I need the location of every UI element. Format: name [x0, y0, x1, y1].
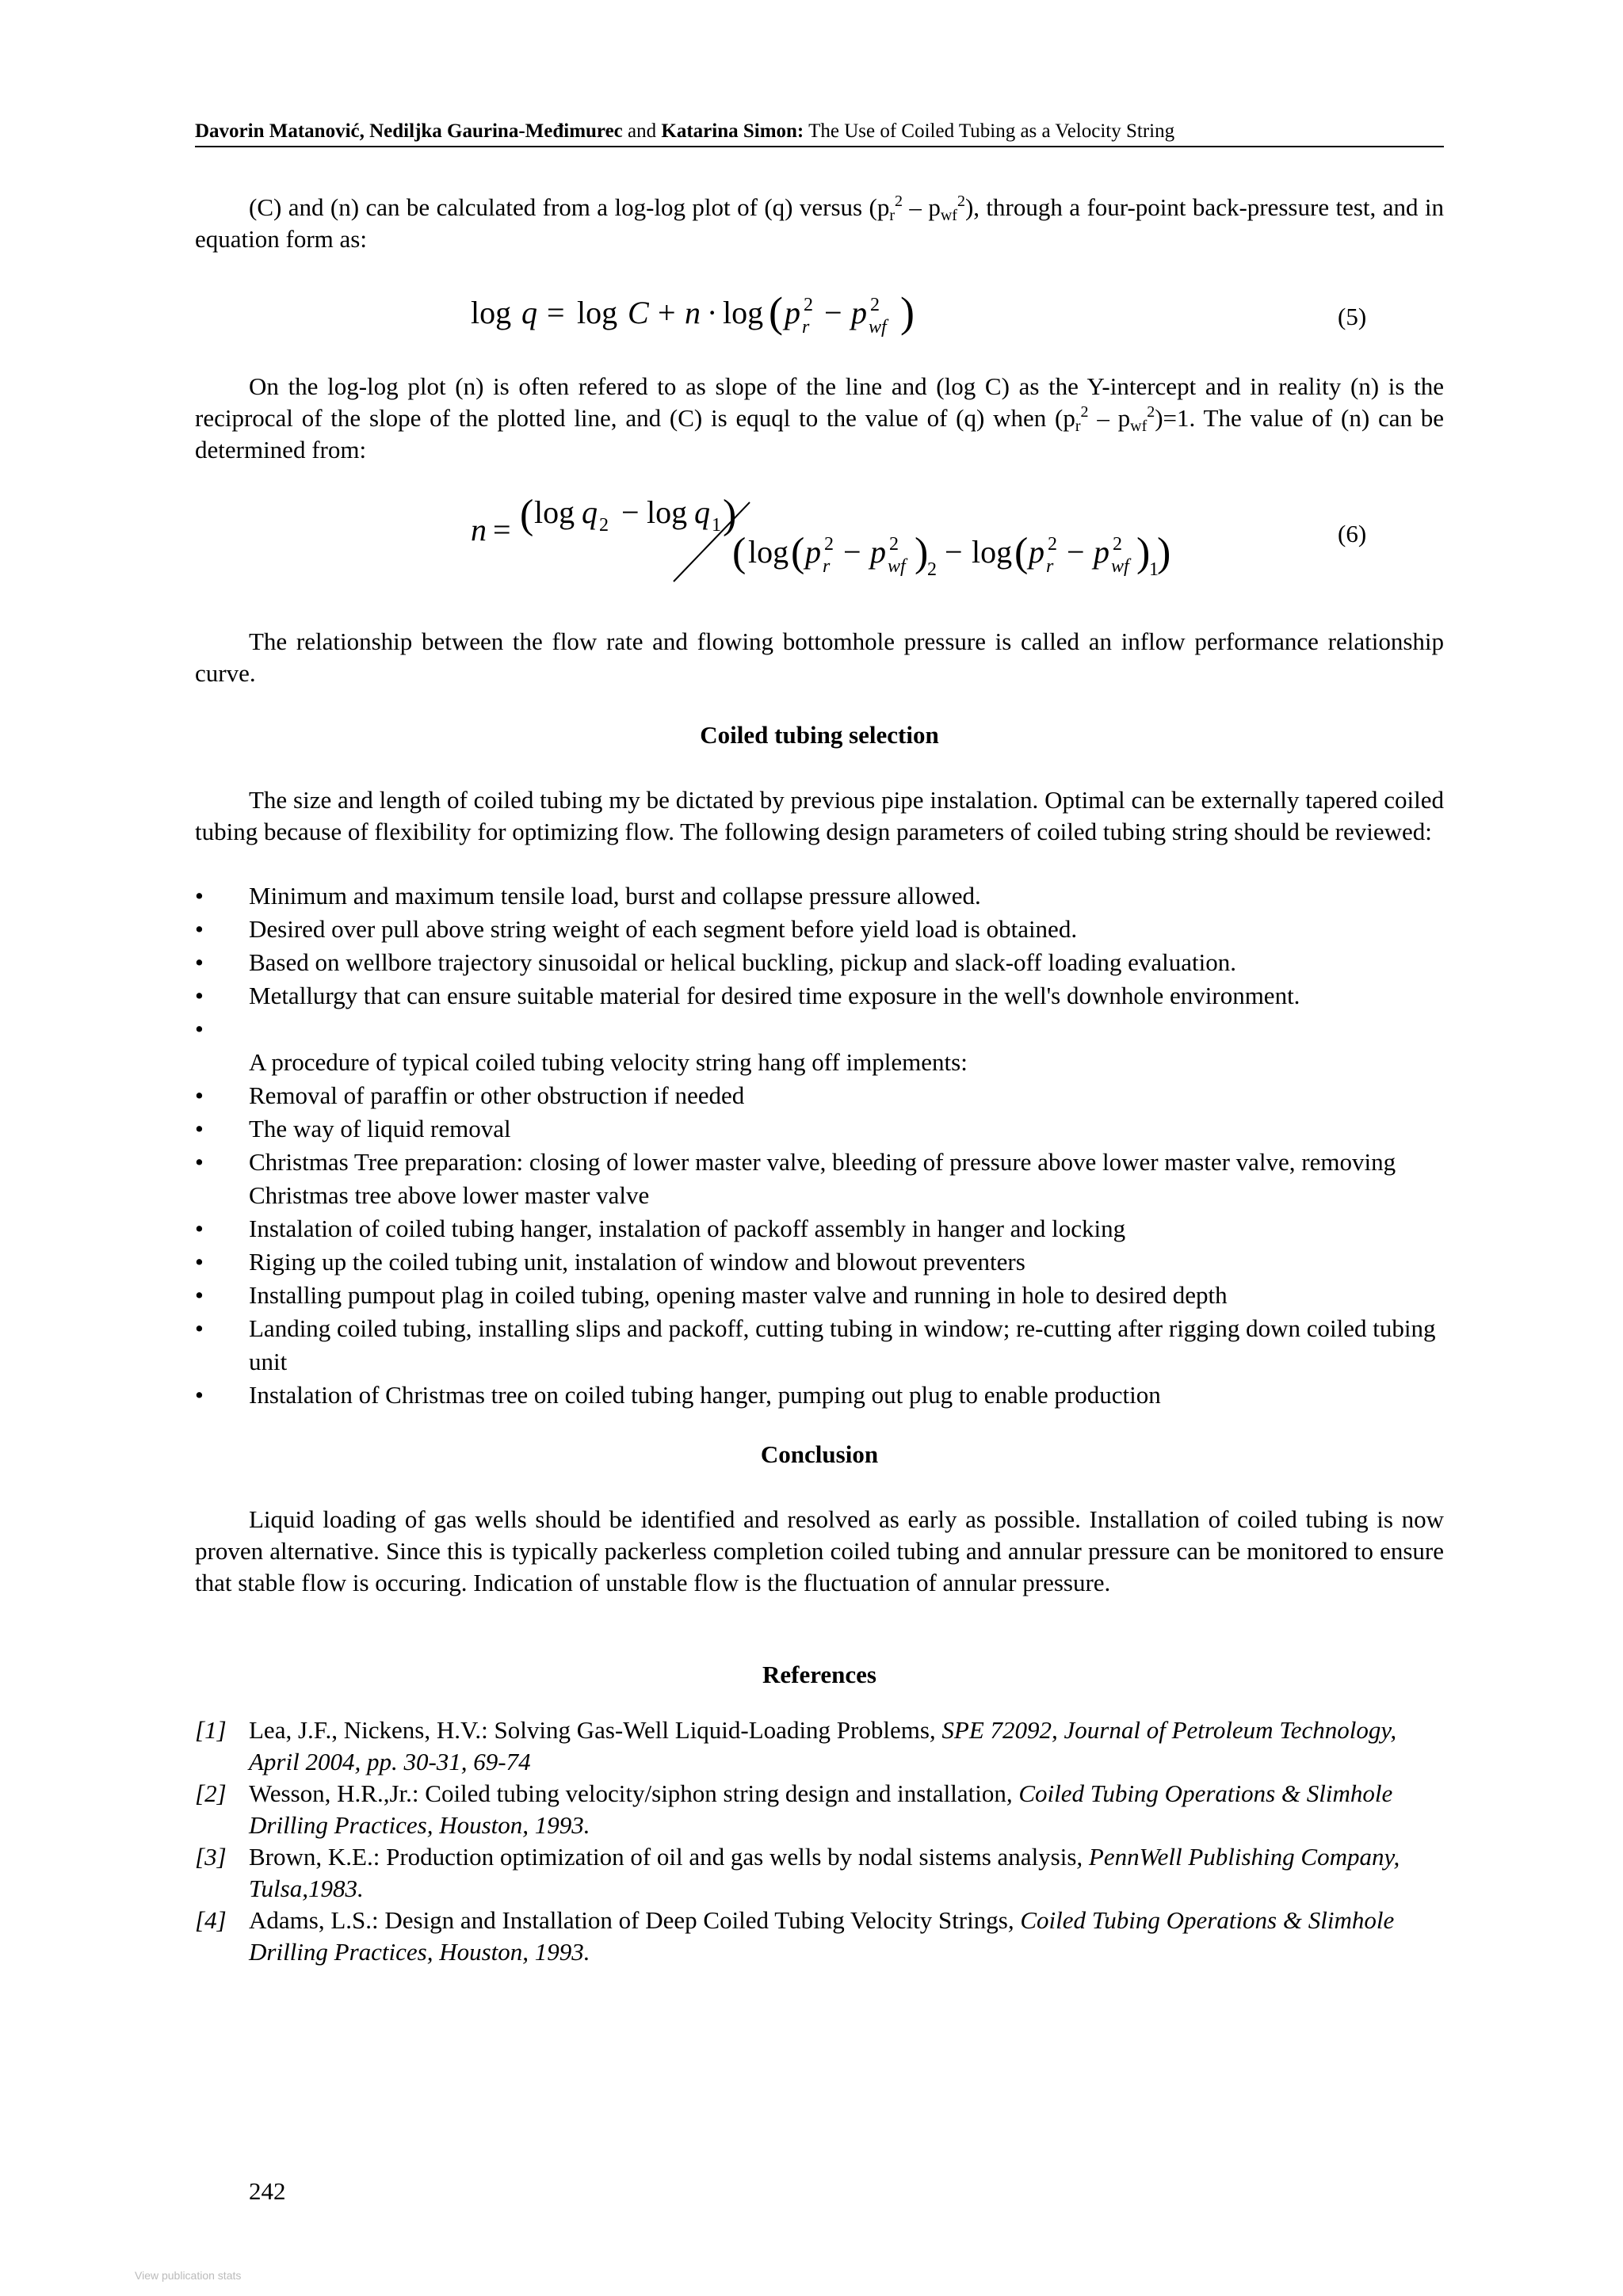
svg-text:2: 2 [927, 559, 937, 580]
svg-text:−: − [824, 295, 842, 330]
svg-text:wf: wf [1111, 556, 1129, 577]
list-item: • Removal of paraffin or other obstruction if needed [195, 1081, 745, 1109]
equation-6-number: (6) [1338, 520, 1367, 547]
list-item: • Riging up the coiled tubing unit, instalation of window and blowout preventers [195, 1248, 1025, 1276]
svg-text:log: log [723, 295, 764, 330]
svg-text:−: − [1067, 534, 1085, 570]
svg-text:p: p [785, 295, 800, 330]
header-and: and [628, 120, 657, 142]
svg-text:): ) [915, 530, 929, 575]
section-heading-references: References [762, 1661, 876, 1688]
list-item: • Instalation of coiled tubing hanger, instalation of packoff assembly in hanger and locking [195, 1215, 1126, 1242]
svg-text:1: 1 [712, 515, 721, 536]
section-heading-coiled-tubing-selection: Coiled tubing selection [700, 721, 939, 749]
svg-text:log: log [748, 534, 789, 570]
list-item: • Instalation of Christmas tree on coiled tubing hanger, pumping out plug to enable production [195, 1381, 1161, 1409]
svg-text:log: log [972, 534, 1013, 570]
reference-list [195, 1714, 1444, 1968]
list-item: • Minimum and maximum tensile load, burst and collapse pressure allowed. [195, 882, 981, 910]
svg-text:1: 1 [1149, 559, 1159, 580]
paragraph-conclusion: Liquid loading of gas wells should be identified and resolved as early as possible. Installation of coiled tubing is now proven alternative. Since this is typically packerless completion coiled tubing and annular pressure can be monitored to ensure that stable flow is occuring. Indication of unstable flow is the fluctuation of annular pressure. [195, 1505, 1444, 1596]
list-item: • Based on wellbore trajectory sinusoidal or helical buckling, pickup and slack-off loading evaluation. [195, 948, 1236, 976]
svg-text:p: p [1094, 534, 1109, 570]
svg-text:(: ( [1014, 530, 1029, 575]
reference-item: [4] Adams, L.S.: Design and Installation of Deep Coiled Tubing Velocity Strings, Coiled Tubing Operations & Slimhole Drilling Practices, Houston, 1993. [195, 1906, 1395, 1966]
svg-text:q: q [582, 494, 598, 530]
svg-text:2: 2 [1113, 534, 1122, 555]
svg-text:r: r [823, 556, 831, 577]
paragraph-intro: (C) and (n) can be calculated from a log-log plot of (q) versus $(p_r^2 - p_{wf}^2)$, through a four-point back-pressure test, and in equation form as: [195, 193, 1444, 253]
svg-text:(: ( [769, 288, 783, 336]
svg-text:−: − [945, 534, 963, 570]
reference-item: [3] Brown, K.E.: Production optimization of oil and gas wells by nodal sistems analysis, PennWell Publishing Company, Tulsa,1983. [195, 1843, 1400, 1902]
svg-text:−: − [843, 534, 861, 570]
svg-text:p: p [805, 534, 821, 570]
section-heading-conclusion: Conclusion [760, 1440, 879, 1468]
svg-text:(: ( [520, 492, 534, 537]
list-item: • Desired over pull above string weight of each segment before yield load is obtained. [195, 915, 1078, 943]
running-header [195, 120, 1444, 147]
svg-text:n: n [471, 512, 487, 547]
svg-text:): ) [1157, 530, 1171, 575]
svg-text:−: − [621, 494, 640, 530]
svg-text:wf: wf [888, 556, 906, 577]
svg-text:): ) [1136, 530, 1151, 575]
svg-text:log: log [577, 295, 618, 330]
header-title: The Use of Coiled Tubing as a Velocity String [808, 120, 1175, 142]
svg-text:·: · [707, 295, 718, 330]
procedure-intro: A procedure of typical coiled tubing velocity string hang off implements: [249, 1048, 968, 1076]
paragraph-ipr: The relationship between the flow rate and flowing bottomhole pressure is called an inflow performance relationship curve. [195, 627, 1444, 687]
svg-text:+: + [658, 295, 676, 330]
list-item: • The way of liquid removal [195, 1115, 511, 1142]
svg-text:2: 2 [804, 295, 813, 315]
equation-6 [471, 492, 1171, 596]
svg-text:log: log [471, 295, 512, 330]
equation-6-svg [471, 492, 1171, 588]
list-item: • Christmas Tree preparation: closing of lower master valve, bleeding of pressure above lower master valve, removing Christmas tree above lower master valve [195, 1148, 1396, 1209]
reference-item: [2] Wesson, H.R.,Jr.: Coiled tubing velocity/siphon string design and installation, Coiled Tubing Operations & Slimhole Drilling Practices, Houston, 1993. [195, 1779, 1393, 1839]
svg-text:wf: wf [869, 317, 887, 338]
svg-text:q: q [694, 494, 710, 530]
svg-text:2: 2 [599, 515, 609, 536]
svg-text:): ) [723, 492, 737, 537]
view-publication-stats-link[interactable]: View publication stats [135, 2269, 242, 2282]
svg-text:=: = [493, 512, 511, 547]
svg-text:log: log [534, 494, 575, 530]
svg-text:(: ( [732, 530, 747, 575]
svg-text:2: 2 [870, 295, 880, 315]
paragraph-loglog: On the log-log plot (n) is often refered to as slope of the line and (log C) as the Y-intercept and in reality (n) is the reciprocal of the slope of the plotted line, and (C) is equql to the value of (q) when $(p_r^2 - p_{wf}^2)=1$. The value of (n) can be determined from: [195, 372, 1445, 463]
design-parameter-list [195, 879, 1444, 1412]
list-item: • [195, 1015, 204, 1043]
svg-text:=: = [547, 295, 565, 330]
svg-text:n: n [685, 295, 701, 330]
reference-item: [1] Lea, J.F., Nickens, H.V.: Solving Gas-Well Liquid-Loading Problems, SPE 72092, Journal of Petroleum Technology, April 2004, pp. 30-31, 69-74 [195, 1716, 1397, 1775]
svg-text:q: q [521, 295, 537, 330]
list-item: • Landing coiled tubing, installing slips and packoff, cutting tubing in window; re-cutting after rigging down coiled tubing unit [195, 1314, 1436, 1375]
equation-5-number: (5) [1338, 303, 1367, 330]
equation-5-svg [471, 287, 915, 342]
svg-text:p: p [851, 295, 867, 330]
list-item: • Installing pumpout plag in coiled tubing, opening master valve and running in hole to desired depth [195, 1281, 1228, 1309]
equation-5 [471, 287, 915, 350]
header-authors: Davorin Matanović, Nediljka Gaurina-Međimurec [195, 120, 623, 142]
svg-text:p: p [1029, 534, 1044, 570]
svg-text:): ) [900, 288, 915, 336]
svg-text:p: p [870, 534, 886, 570]
svg-text:2: 2 [824, 534, 834, 555]
svg-text:2: 2 [1048, 534, 1057, 555]
svg-text:r: r [802, 317, 810, 338]
svg-text:log: log [647, 494, 688, 530]
svg-text:2: 2 [889, 534, 899, 555]
page-number: 242 [249, 2177, 286, 2205]
svg-text:(: ( [791, 530, 805, 575]
header-author3: Katarina Simon: [661, 120, 804, 142]
list-item: • Metallurgy that can ensure suitable material for desired time exposure in the well's downhole environment. [195, 982, 1300, 1009]
svg-text:r: r [1046, 556, 1054, 577]
paragraph-selection-intro: The size and length of coiled tubing my be dictated by previous pipe instalation. Optimal can be externally tapered coiled tubing because of flexibility for optimizing flow. The following design parameters of coiled tubing string should be reviewed: [195, 786, 1444, 845]
svg-text:C: C [628, 295, 649, 330]
